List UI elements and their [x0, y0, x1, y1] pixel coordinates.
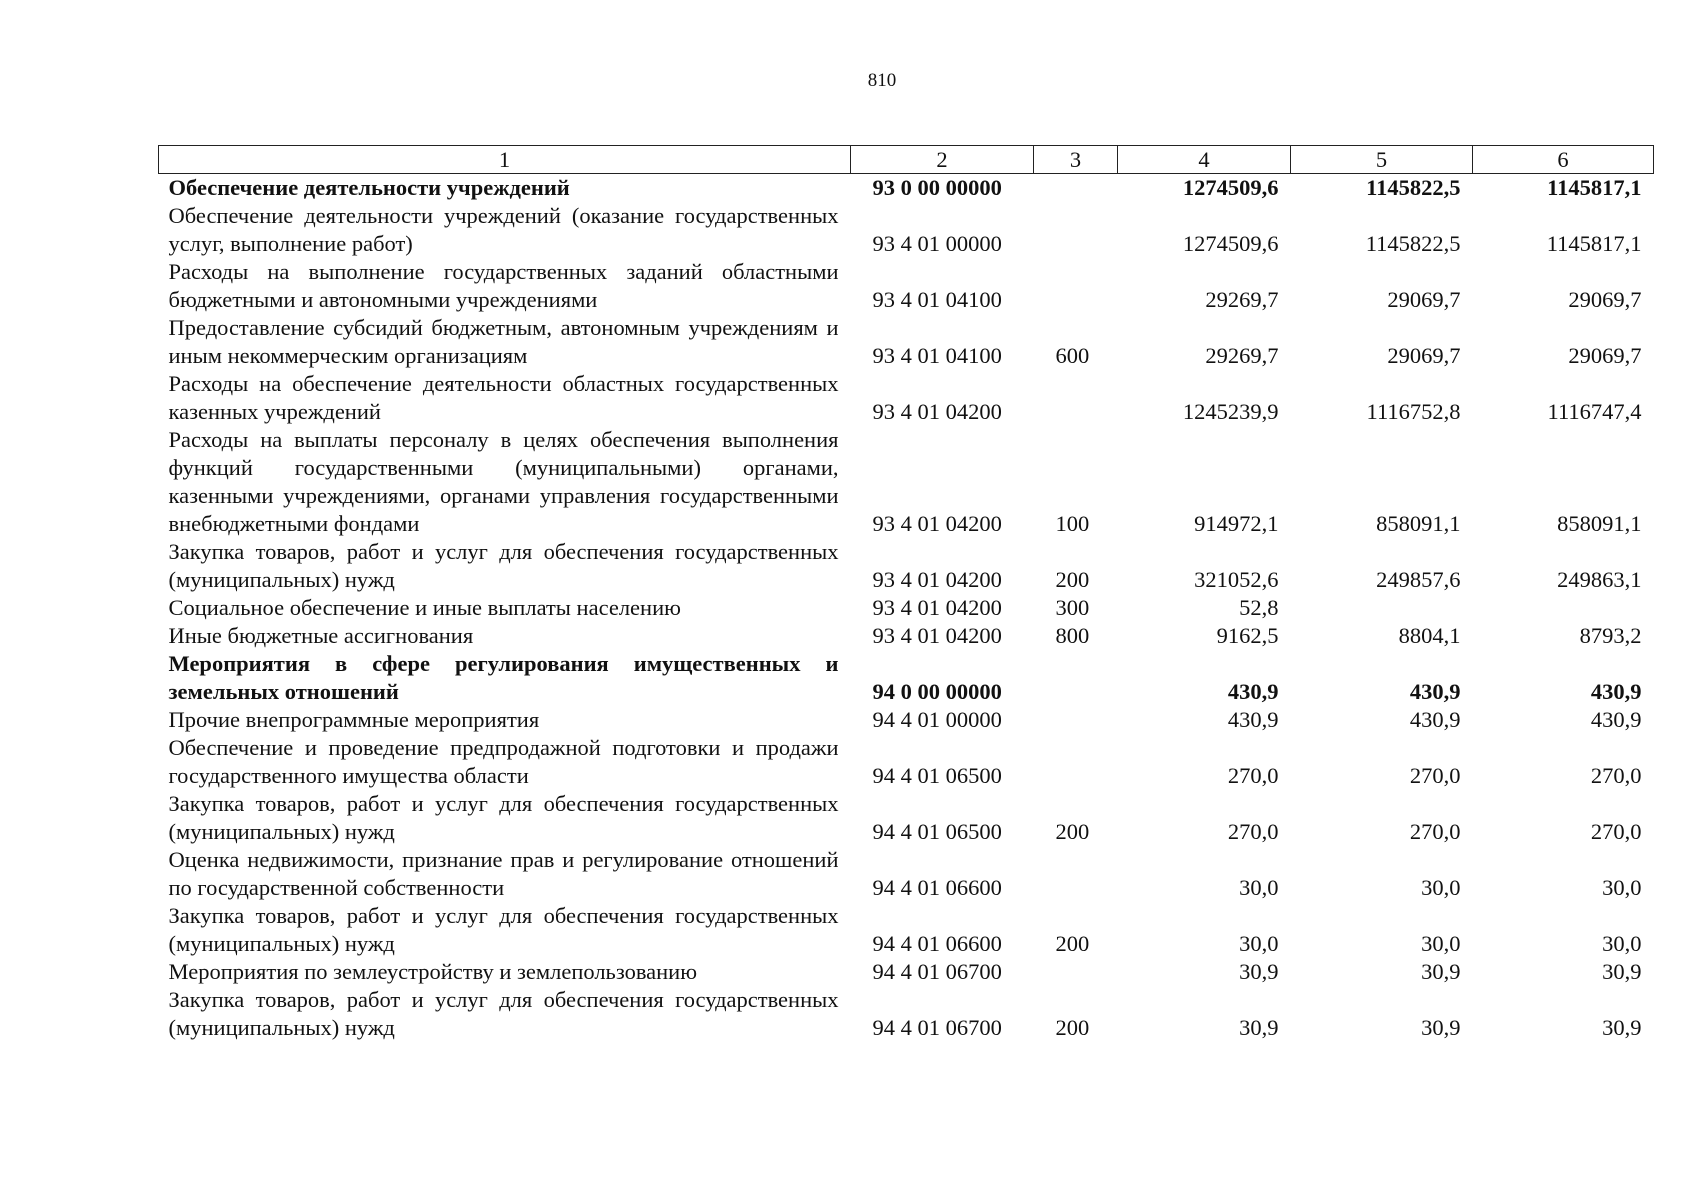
amount-col-6: 30,9 [1602, 959, 1642, 984]
amount-col-4: 430,9 [1227, 679, 1279, 704]
expense-type-code: 800 [1055, 623, 1090, 648]
item-name: Оценка недвижимости, признание прав и регулирование отношений по государственной собственности [168, 847, 839, 900]
header-row [159, 146, 1654, 174]
amount-col-5: 30,0 [1421, 931, 1461, 956]
item-name: Обеспечение и проведение предпродажной подготовки и продажи государственного имущества области [168, 735, 839, 788]
amount-col-4: 30,9 [1239, 1015, 1279, 1040]
amount-col-5: 1116752,8 [1366, 399, 1461, 424]
expense-type-code [1034, 202, 1118, 258]
target-code: 94 4 01 06600 [872, 931, 1002, 956]
target-code: 93 4 01 04200 [872, 399, 1002, 424]
table-row [159, 426, 1654, 538]
table-row [159, 594, 1654, 622]
amount-col-5: 1145822,5 [1366, 175, 1461, 200]
expense-type-code: 200 [1055, 1015, 1090, 1040]
amount-col-6: 30,9 [1602, 1015, 1642, 1040]
item-name: Обеспечение деятельности учреждений (оказание государственных услуг, выполнение работ) [168, 203, 839, 256]
table-row [159, 790, 1654, 846]
column-header-6: 6 [1473, 146, 1654, 174]
amount-col-6: 430,9 [1590, 679, 1642, 704]
amount-col-5: 430,9 [1409, 679, 1461, 704]
item-name: Закупка товаров, работ и услуг для обеспечения государственных (муниципальных) нужд [168, 903, 839, 956]
amount-col-6: 858091,1 [1557, 511, 1642, 536]
amount-col-6: 30,0 [1602, 875, 1642, 900]
amount-col-5: 30,9 [1421, 1015, 1461, 1040]
item-name: Мероприятия по землеустройству и землепользованию [168, 959, 698, 984]
amount-col-5: 858091,1 [1376, 511, 1461, 536]
column-header-4: 4 [1118, 146, 1291, 174]
target-code: 94 4 01 06500 [872, 763, 1002, 788]
amount-col-5 [1291, 594, 1473, 622]
expense-type-code [1034, 734, 1118, 790]
item-name: Мероприятия в сфере регулирования имущественных и земельных отношений [168, 651, 839, 704]
expense-type-code [1034, 846, 1118, 902]
table-header [159, 146, 1654, 174]
amount-col-4: 1245239,9 [1182, 399, 1279, 424]
expense-type-code: 300 [1055, 595, 1090, 620]
table-row [159, 174, 1654, 203]
amount-col-5: 270,0 [1409, 819, 1461, 844]
amount-col-5: 1145822,5 [1365, 231, 1461, 256]
item-name: Иные бюджетные ассигнования [168, 623, 474, 648]
item-name: Предоставление субсидий бюджетным, автономным учреждениям и иным некоммерческим организациям [168, 315, 839, 368]
amount-col-4: 270,0 [1227, 819, 1279, 844]
amount-col-4: 1274509,6 [1182, 175, 1279, 200]
target-code: 93 4 01 00000 [872, 231, 1002, 256]
amount-col-6 [1473, 594, 1654, 622]
target-code: 94 4 01 06700 [872, 959, 1002, 984]
amount-col-6: 270,0 [1590, 819, 1642, 844]
item-name: Прочие внепрограммные мероприятия [168, 707, 540, 732]
expense-type-code [1034, 650, 1118, 706]
table-row [159, 902, 1654, 958]
amount-col-5: 30,9 [1421, 959, 1461, 984]
table-row [159, 650, 1654, 706]
target-code: 94 4 01 06700 [872, 1015, 1002, 1040]
column-header-1: 1 [159, 146, 851, 174]
table-row [159, 258, 1654, 314]
table-row [159, 538, 1654, 594]
amount-col-6: 430,9 [1590, 707, 1642, 732]
amount-col-6: 30,0 [1602, 931, 1642, 956]
table-row [159, 846, 1654, 902]
amount-col-4: 29269,7 [1205, 287, 1279, 312]
table-row [159, 958, 1654, 986]
amount-col-6: 1145817,1 [1546, 231, 1642, 256]
target-code: 93 4 01 04200 [872, 595, 1002, 620]
table-row [159, 734, 1654, 790]
expense-type-code: 200 [1055, 819, 1090, 844]
target-code: 93 4 01 04200 [872, 623, 1002, 648]
table-row [159, 706, 1654, 734]
amount-col-4: 430,9 [1227, 707, 1279, 732]
column-header-2: 2 [851, 146, 1034, 174]
target-code: 93 0 00 00000 [872, 175, 1002, 200]
item-name: Обеспечение деятельности учреждений [168, 175, 570, 200]
amount-col-5: 270,0 [1409, 763, 1461, 788]
item-name: Расходы на выполнение государственных заданий областными бюджетными и автономными учреждениями [168, 259, 839, 312]
amount-col-6: 249863,1 [1557, 567, 1642, 592]
item-name: Социальное обеспечение и иные выплаты населению [168, 595, 681, 620]
item-name: Закупка товаров, работ и услуг для обеспечения государственных (муниципальных) нужд [168, 987, 839, 1040]
target-code: 94 0 00 00000 [872, 679, 1002, 704]
expense-type-code [1034, 370, 1118, 426]
expense-type-code: 100 [1055, 511, 1090, 536]
target-code: 94 4 01 06500 [872, 819, 1002, 844]
amount-col-4: 9162,5 [1216, 623, 1279, 648]
amount-col-4: 270,0 [1227, 763, 1279, 788]
table-body [159, 174, 1654, 1043]
amount-col-4: 30,0 [1239, 931, 1279, 956]
item-name: Закупка товаров, работ и услуг для обеспечения государственных (муниципальных) нужд [168, 791, 839, 844]
item-name: Расходы на выплаты персоналу в целях обеспечения выполнения функций государственными (муниципальными) органами, казенными учреждениями, органами управления государственными внебюджетными фондами [168, 427, 839, 536]
table-row [159, 314, 1654, 370]
expense-type-code: 200 [1055, 931, 1090, 956]
expense-type-code [1034, 258, 1118, 314]
amount-col-5: 30,0 [1421, 875, 1461, 900]
amount-col-4: 30,9 [1239, 959, 1279, 984]
expense-type-code [1034, 958, 1118, 986]
table-row [159, 622, 1654, 650]
expense-type-code [1034, 706, 1118, 734]
expense-type-code: 200 [1055, 567, 1090, 592]
budget-table [158, 145, 1654, 1042]
amount-col-5: 430,9 [1409, 707, 1461, 732]
table-row [159, 370, 1654, 426]
page-number: 810 [867, 70, 897, 91]
column-header-3: 3 [1034, 146, 1118, 174]
amount-col-6: 29069,7 [1568, 343, 1642, 368]
amount-col-6: 8793,2 [1579, 623, 1642, 648]
target-code: 93 4 01 04200 [872, 567, 1002, 592]
table-row [159, 202, 1654, 258]
amount-col-6: 1116747,4 [1547, 399, 1642, 424]
item-name: Расходы на обеспечение деятельности областных государственных казенных учреждений [168, 371, 839, 424]
amount-col-4: 30,0 [1239, 875, 1279, 900]
item-name: Закупка товаров, работ и услуг для обеспечения государственных (муниципальных) нужд [168, 539, 839, 592]
target-code: 93 4 01 04200 [872, 511, 1002, 536]
amount-col-5: 29069,7 [1387, 343, 1461, 368]
target-code: 94 4 01 06600 [872, 875, 1002, 900]
amount-col-4: 52,8 [1239, 595, 1279, 620]
expense-type-code: 600 [1055, 343, 1090, 368]
amount-col-6: 1145817,1 [1547, 175, 1642, 200]
amount-col-5: 29069,7 [1387, 287, 1461, 312]
amount-col-6: 29069,7 [1568, 287, 1642, 312]
target-code: 94 4 01 00000 [872, 707, 1002, 732]
amount-col-4: 914972,1 [1194, 511, 1279, 536]
amount-col-4: 29269,7 [1205, 343, 1279, 368]
expense-type-code [1034, 174, 1118, 203]
target-code: 93 4 01 04100 [872, 343, 1002, 368]
target-code: 93 4 01 04100 [872, 287, 1002, 312]
amount-col-5: 8804,1 [1398, 623, 1461, 648]
amount-col-5: 249857,6 [1376, 567, 1461, 592]
amount-col-4: 1274509,6 [1182, 231, 1279, 256]
amount-col-4: 321052,6 [1194, 567, 1279, 592]
table-row [159, 986, 1654, 1042]
amount-col-6: 270,0 [1590, 763, 1642, 788]
column-header-5: 5 [1291, 146, 1473, 174]
